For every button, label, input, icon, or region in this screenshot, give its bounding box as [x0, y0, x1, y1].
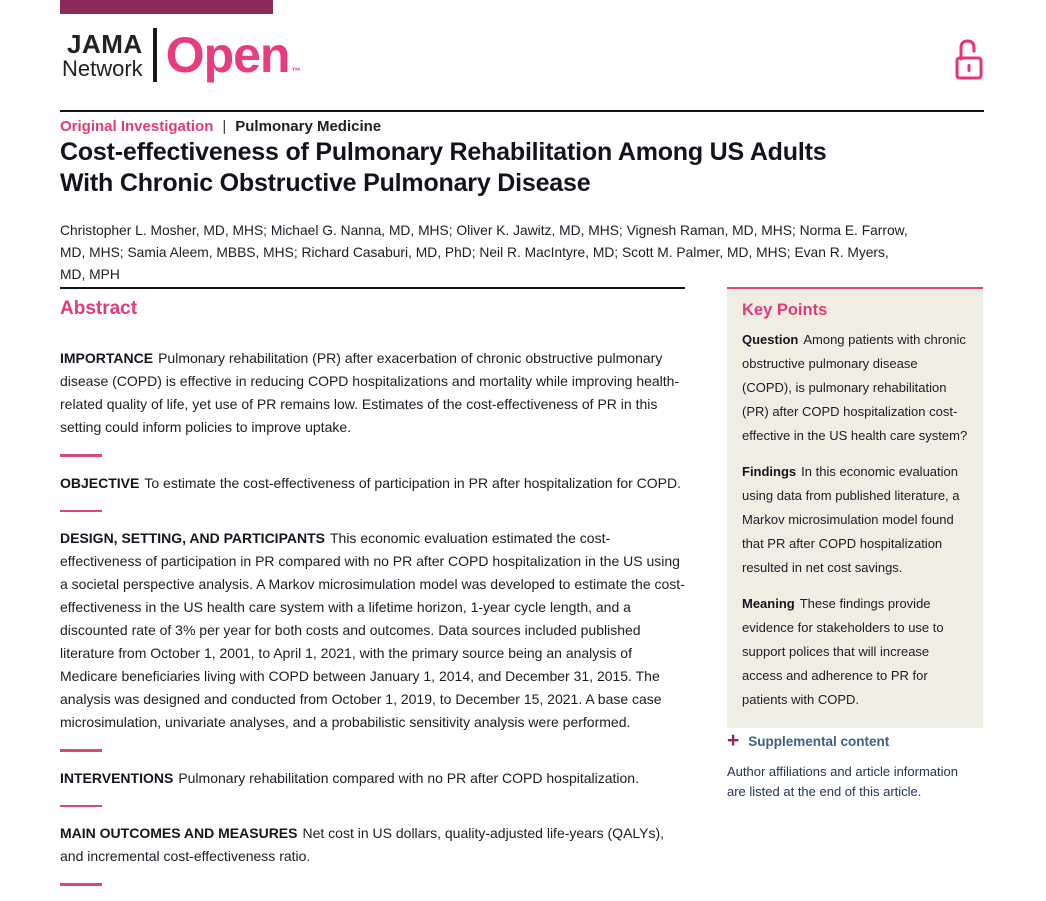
abstract-design: [60, 527, 685, 734]
logo-divider-bar: [153, 28, 157, 82]
key-points-question-label: Question: [742, 332, 799, 347]
key-points-question-text: Among patients with chronic obstructive pulmonary disease (COPD), is pulmonary rehabilitation (PR) after COPD hospitalization cost-effective in the US health care system?: [742, 332, 968, 443]
abstract-outcomes-text: Net cost in US dollars, quality-adjusted life-years (QALYs), and incremental cost-effectiveness ratio.: [60, 825, 665, 864]
abstract-importance-label: IMPORTANCE: [60, 350, 154, 366]
article-topic-label: Pulmonary Medicine: [235, 118, 382, 135]
supplemental-content-link[interactable]: Supplemental content: [748, 733, 890, 749]
open-access-lock-icon: [950, 37, 986, 83]
kicker-separator: |: [222, 118, 227, 135]
brand-top-bar: [60, 0, 273, 14]
abstract-design-text: This economic evaluation estimated the cost-effectiveness of participation in PR compared with no PR after COPD hospitalization in the US using a societal perspective analysis. A Markov microsimulation model was developed to estimate the cost-effectiveness in the US health care system with a lifetime horizon, 1-year cycle length, and a discounted rate of 3% per year for both costs and outcomes. Data sources included published literature from October 1, 2001, to April 1, 2021, with the primary source being an analysis of Medicare beneficiaries living with COPD between January 1, 2014, and December 31, 2015. The analysis was designed and conducted from October 1, 2019, to December 15, 2021. A base case microsimulation, univariate analyses, and a probabilistic sensitivity analysis were performed.: [60, 530, 685, 730]
key-points-question: [742, 328, 969, 448]
plus-icon: +: [727, 729, 740, 752]
section-divider: [60, 883, 102, 886]
supplemental-content-row[interactable]: [727, 729, 890, 752]
section-divider: [60, 805, 102, 808]
logo-open-wordmark: [165, 27, 301, 83]
logo-open-text: Open: [165, 27, 290, 83]
key-points-findings-text: In this economic evaluation using data from published literature, a Markov microsimulation model found that PR after COPD hospitalization resulted in net cost savings.: [742, 464, 960, 575]
abstract-outcomes-label: MAIN OUTCOMES AND MEASURES: [60, 825, 298, 841]
abstract-section: [60, 287, 685, 901]
key-points-meaning-label: Meaning: [742, 596, 795, 611]
section-divider: [60, 454, 102, 457]
jama-network-open-logo[interactable]: [62, 28, 300, 82]
abstract-importance: [60, 347, 685, 439]
header-rule: [60, 110, 984, 112]
article-kicker: [60, 118, 381, 135]
abstract-objective-label: OBJECTIVE: [60, 474, 140, 491]
abstract-outcomes: [60, 822, 685, 868]
abstract-design-label: DESIGN, SETTING, AND PARTICIPANTS: [60, 530, 325, 546]
abstract-objective-text: To estimate the cost-effectiveness of participation in PR after hospitalization for COPD.: [144, 474, 682, 491]
abstract-interventions-label: INTERVENTIONS: [60, 769, 174, 786]
author-list: Christopher L. Mosher, MD, MHS; Michael G. Nanna, MD, MHS; Oliver K. Jawitz, MD, MHS; Vignesh Raman, MD, MHS; Norma E. Farrow, MD, MHS; Samia Aleem, MBBS, MHS; Richard Casaburi, MD, PhD; Neil R. MacIntyre, MD; Scott M. Palmer, MD, MHS; Evan R. Myers, MD, MPH: [60, 223, 908, 282]
logo-jama-text: JAMA: [67, 28, 143, 59]
key-points-meaning: [742, 592, 969, 712]
logo-jama-network: [62, 28, 143, 81]
abstract-importance-text: Pulmonary rehabilitation (PR) after exacerbation of chronic obstructive pulmonary disease (COPD) is effective in reducing COPD hospitalizations and mortality while improving health-related quality of life, yet use of PR remains low. Estimates of the cost-effectiveness of PR in this setting could inform policies to improve uptake.: [60, 350, 680, 435]
abstract-interventions: [60, 767, 685, 790]
key-points-box: [727, 287, 983, 728]
abstract-interventions-text: Pulmonary rehabilitation compared with no PR after COPD hospitalization.: [178, 769, 639, 786]
affiliations-note: Author affiliations and article information are listed at the end of this article.: [727, 764, 958, 799]
abstract-heading: Abstract: [60, 298, 138, 319]
key-points-heading: Key Points: [742, 301, 828, 319]
abstract-top-rule: [60, 287, 685, 289]
key-points-findings-label: Findings: [742, 464, 797, 479]
logo-network-text: Network: [62, 55, 143, 81]
section-divider: [60, 749, 102, 752]
section-divider: [60, 510, 102, 513]
key-points-meaning-text: These findings provide evidence for stakeholders to use to support polices that will increase access and adherence to PR for patients with COPD.: [742, 596, 944, 707]
article-category-link[interactable]: Original Investigation: [60, 118, 214, 135]
key-points-findings: [742, 460, 969, 580]
trademark-symbol: ™: [291, 66, 301, 76]
abstract-objective: [60, 472, 685, 495]
article-title: Cost-effectiveness of Pulmonary Rehabilitation Among US Adults With Chronic Obstructive Pulmonary Disease: [60, 138, 827, 197]
